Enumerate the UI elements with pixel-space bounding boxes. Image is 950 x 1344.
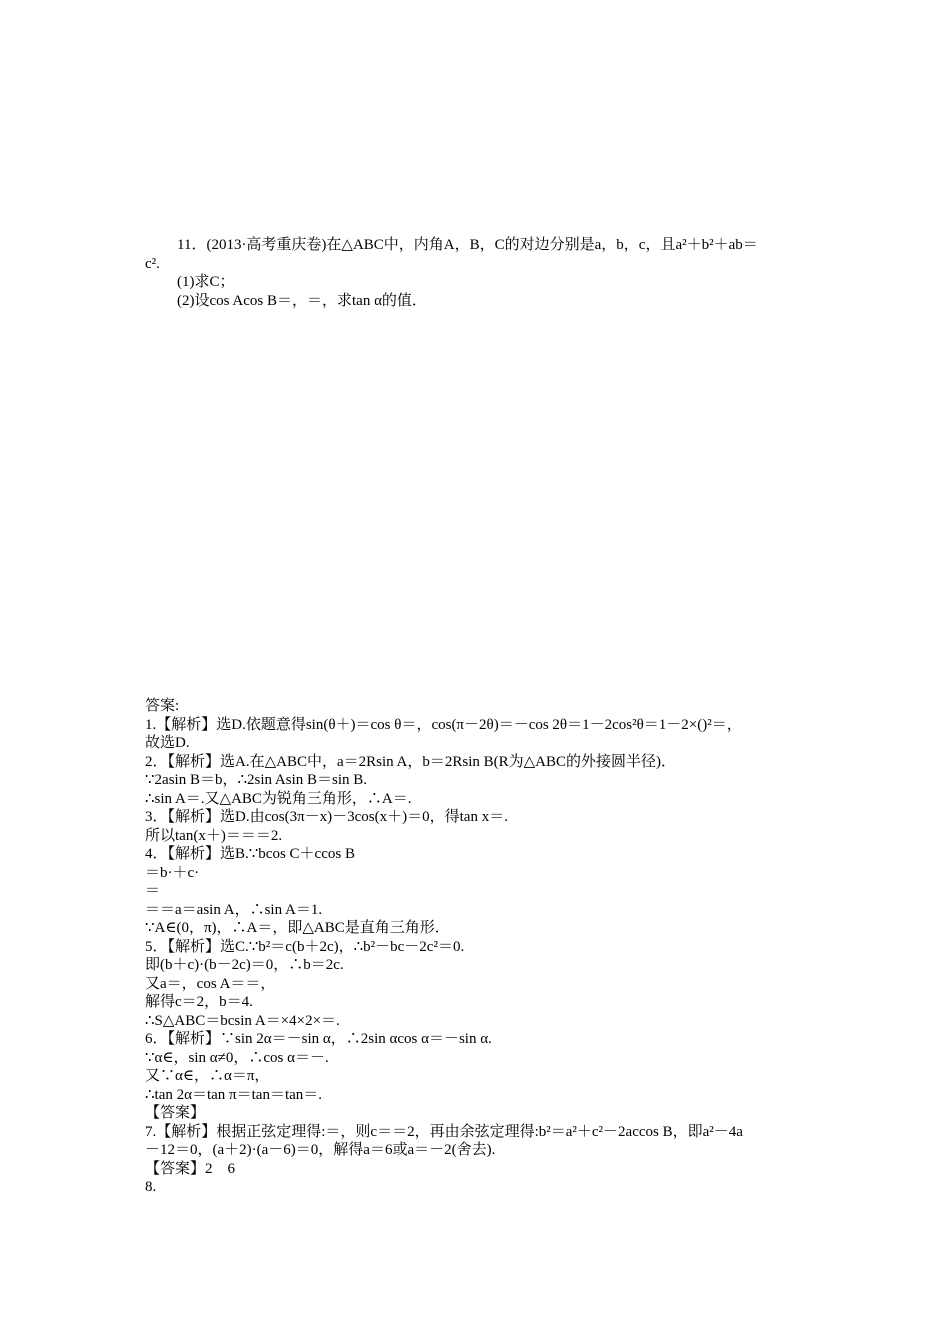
answer-line: ＝	[145, 883, 161, 899]
problem-line: c².	[145, 255, 160, 272]
answer-line: ∴tan 2α＝tan π＝tan＝tan＝.	[145, 1086, 323, 1103]
problem-line: (2)设cos Acos B＝，＝，求tan α的值．	[177, 292, 427, 309]
answer-section	[145, 697, 810, 1197]
answer-line: 又a＝，cos A＝＝，	[145, 975, 276, 992]
answer-line: 6．【解析】∵sin 2α＝－sin α，∴2sin αcos α＝－sin α.	[145, 1031, 492, 1047]
answer-line: ＝＝a＝asin A，∴sin A＝1.	[145, 901, 323, 918]
answer-line: ∴sin A＝.又△ABC为锐角三角形，∴A＝.	[145, 790, 412, 807]
problem-line: (1)求C；	[177, 274, 235, 290]
answer-line: 3．【解析】选D.由cos(3π－x)－3cos(x＋)＝0，得tan x＝.	[145, 809, 508, 825]
answer-line: 即(b＋c)·(b－2c)＝0，∴b＝2c.	[145, 957, 344, 973]
answer-line: 1.【解析】选D.依题意得sin(θ＋)＝cos θ＝，cos(π－2θ)＝－cos 2θ＝1－2cos²θ＝1－2×()²＝，	[145, 716, 742, 733]
answer-line: 5．【解析】选C.∵b²＝c(b＋2c)，∴b²－bc－2c²＝0.	[145, 938, 465, 955]
answer-line: 8.	[145, 1179, 157, 1195]
answer-line: 解得c＝2，b＝4.	[145, 994, 253, 1010]
answer-line: ∵2asin B＝b，∴2sin Asin B＝sin B.	[145, 772, 368, 788]
answer-line: ∴S△ABC＝bcsin A＝×4×2×＝.	[145, 1012, 340, 1029]
answer-line: 2．【解析】选A.在△ABC中，a＝2Rsin A，b＝2Rsin B(R为△ABC的外接圆半径)．	[145, 753, 677, 770]
answer-line: ∵A∈(0，π)，∴A＝，即△ABC是直角三角形．	[145, 920, 450, 936]
problem-line: 11．(2013·高考重庆卷)在△ABC中，内角A，B，C的对边分别是a，b，c，且a²＋b²＋ab＝	[177, 237, 758, 253]
answer-heading: 答案:	[145, 698, 180, 714]
answer-label: 【答案】	[145, 1105, 206, 1121]
answer-label: 【答案】2 6	[145, 1160, 236, 1177]
answer-line: －12＝0，(a＋2)·(a－6)＝0，解得a＝6或a＝－2(舍去).	[145, 1142, 496, 1158]
answer-line: 又∵α∈，∴α＝π，	[145, 1068, 270, 1084]
answer-line: ＝b·＋c·	[145, 864, 200, 881]
answer-line: 7.【解析】根据正弦定理得:＝，则c＝＝2，再由余弦定理得:b²＝a²＋c²－2accos B，即a²－4a	[145, 1123, 743, 1140]
answer-line: 故选D.	[145, 735, 190, 751]
answer-line: ∵α∈，sin α≠0，∴cos α＝－.	[145, 1049, 329, 1066]
answer-line: 所以tan(x＋)＝＝＝2.	[145, 827, 283, 844]
problem-11	[145, 236, 810, 310]
answer-line: 4．【解析】选B.∵bcos C＋ccos B	[145, 846, 355, 862]
